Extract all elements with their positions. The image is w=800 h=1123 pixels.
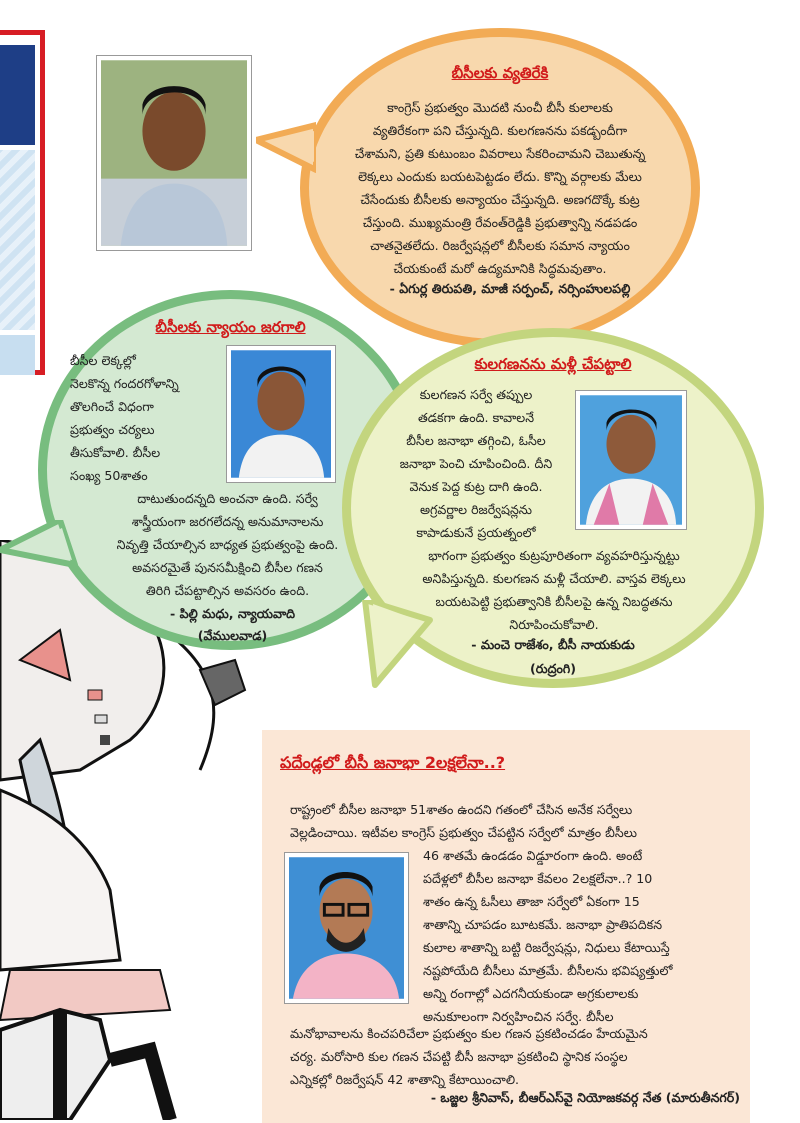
text-line: 46 శాతమే ఉండడం విడ్డూరంగా ఉంది. అంటే: [423, 848, 643, 863]
text-line: ఎన్నికల్లో రిజర్వేషన్ 42 శాతాన్ని కేటాయించాలి.: [290, 1072, 520, 1087]
bubble-1-tail: [256, 120, 316, 180]
text-line: అనుకూలంగా నిర్వహించిన సర్వే. బీసీల: [423, 1009, 614, 1024]
text-line: శాతాన్ని చూపడం బూటకమే. జనాభా ప్రాతిపదికన: [423, 917, 663, 932]
text-line: వ్యతిరేకంగా పని చేస్తున్నది. కులగణనను పకడ్బందీగా: [372, 123, 628, 138]
text-line: కులాల శాతాన్ని బట్టి రిజర్వేషన్లు, నిధులు కేటాయిస్తే: [423, 940, 670, 955]
text-line: చేసేందుకు బీసీలకు అన్యాయం చేస్తున్నది. అణగదొక్కే కుట్ర: [360, 192, 640, 207]
person-photo-icon: [231, 350, 331, 478]
person-photo-icon: [289, 857, 404, 999]
text-line: చేయకుంటే మరో ఉద్యమానికి సిద్ధమవుతాం.: [393, 261, 607, 276]
text-line: పదేళ్లలో బీసీల జనాభా కేవలం 2లక్షలేనా..? 10: [423, 871, 653, 886]
text-line: అగ్రవర్ణాల రిజర్వేషన్లను: [419, 502, 533, 517]
text-line: అన్ని రంగాల్లో ఎదగనీయకుండా అగ్రకులాలకు: [423, 986, 639, 1001]
text-line: నివృత్తి చేయాల్సిన బాధ్యత ప్రభుత్వంపై ఉంది.: [116, 537, 339, 552]
article-2-signature: - పిల్లి మధు, న్యాయవాది (వేములవాడ): [169, 606, 296, 643]
article-3-signature: - మంచె రాజేశం, బీసీ నాయకుడు (రుద్రంగి): [471, 637, 635, 676]
text-line: కులగణన సర్వే తప్పుల: [419, 387, 533, 402]
article-1-title: బీసీలకు వ్యతిరేకి: [451, 64, 549, 82]
text-line: కాపాడుకునే ప్రయత్నంలో: [416, 525, 536, 540]
text-line: లెక్కలు ఎందుకు బయటపెట్టడం లేదు. కొన్ని వర్గాలకు మేలు: [358, 169, 642, 184]
article-4-signature: - ఒజ్జల శ్రీనివాస్, బీఆర్ఎస్‌వై నియోజకవర్గ నేత (మారుతీనగర్): [430, 1090, 740, 1105]
text-line: కాంగ్రెస్ ప్రభుత్వం మొదటి నుంచీ బీసీ కులాలకు: [387, 100, 613, 115]
text-line: దాటుతుందన్నది అంచనా ఉంది. సర్వే: [137, 491, 318, 506]
article-4-body-bottom: [290, 1022, 745, 1091]
text-line: నష్టపోయేది బీసీలు మాత్రమే. బీసీలను భవిష్యత్తులో: [423, 963, 673, 978]
article-2-body-left: [70, 349, 220, 487]
text-line: శాస్త్రీయంగా జరగలేదన్న అనుమానాలను: [131, 514, 324, 529]
text-line: చర్య. మరోసారి కుల గణన చేపట్టి బీసీ జనాభా ప్రకటించి స్థానిక సంస్థల: [290, 1049, 628, 1064]
text-line: మనోభావాలను కించపరిచేలా ప్రభుత్వం కుల గణన ప్రకటించడం హేయమైన: [290, 1026, 648, 1041]
photo-srinivas: [284, 852, 409, 1004]
text-line: తొలగించే విధంగా: [70, 399, 154, 414]
person-photo-icon: [580, 395, 682, 525]
photo-madhu: [226, 345, 336, 483]
text-line: ప్రభుత్వం చర్యలు: [70, 422, 155, 437]
text-line: అనిపిస్తున్నది. కులగణన మళ్లీ చేయాలి. వాస్తవ లెక్కలు: [422, 571, 686, 586]
article-3-body: [360, 544, 748, 636]
text-line: నిరూపించుకోవాలి.: [509, 617, 599, 632]
text-line: చాతనైతలేదు. రిజర్వేషన్లలో బీసీలకు సమాన న్యాయం: [370, 238, 630, 253]
text-line: చేశామని, ప్రతి కుటుంబం వివరాలు సేకరించామని చెబుతున్న: [354, 146, 646, 161]
text-line: అవసరమైతే పునసమీక్షించి బీసీల గణన: [132, 560, 323, 575]
text-line: బీసీల లెక్కల్లో: [70, 353, 136, 368]
text-line: భాగంగా ప్రభుత్వం కుట్రపూరితంగా వ్యవహరిస్తున్నట్టు: [428, 548, 680, 563]
text-line: రాష్ట్రంలో బీసీల జనాభా 51శాతం ఉందని గతంలో చేసిన అనేక సర్వేలు: [290, 802, 633, 817]
photo-tirupathi: [96, 55, 252, 251]
person-photo-icon: [101, 60, 247, 246]
text-line: చేస్తుంది. ముఖ్యమంత్రి రేవంత్‌రెడ్డికి ప్రభుత్వాన్ని నడపడం: [362, 215, 638, 230]
article-2-title: బీసీలకు న్యాయం జరగాలి: [155, 318, 306, 336]
photo-rajesham: [575, 390, 687, 530]
text-line: తీసుకోవాలి. బీసీల: [70, 445, 161, 460]
text-line: బీసీల జనాభా తగ్గించి, ఓసీల: [406, 433, 546, 448]
text-line: జనాభా పెంచి చూపించింది. దీని: [399, 456, 553, 471]
text-line: తడకగా ఉంది. కావాలనే: [417, 410, 535, 425]
article-3-title: కులగణనను మళ్లీ చేపట్టాలి: [474, 355, 632, 373]
text-line: వెనుక పెద్ద కుట్ర దాగి ఉంది.: [409, 479, 543, 494]
article-3-body-left: [382, 383, 570, 544]
text-line: నెలకొన్న గందరగోళాన్ని: [70, 376, 179, 391]
text-line: తిరిగి చేపట్టాల్సిన అవసరం ఉంది.: [145, 583, 310, 598]
article-1-body: [310, 96, 690, 280]
article-4-title: పదేండ్లలో బీసీ జనాభా 2లక్షలేనా..?: [280, 753, 506, 772]
article-4-body-top: [290, 798, 745, 844]
text-line: వెల్లడించాయి. ఇటీవల కాంగ్రెస్ ప్రభుత్వం చేపట్టిన సర్వేలో మాత్రం బీసీలు: [290, 825, 638, 840]
article-4-body-right: [423, 844, 748, 1028]
text-line: సంఖ్య 50శాతం: [70, 468, 148, 483]
text-line: శాతం ఉన్న ఓసీలు తాజా సర్వేలో ఏకంగా 15: [423, 894, 640, 909]
text-line: బయటపెట్టి ప్రభుత్వానికి బీసీలపై ఉన్న నిబద్ధతను: [435, 594, 673, 609]
article-1-signature: - ఏగుర్ల తిరుపతి, మాజీ సర్పంచ్, నర్సింహులపల్లి: [389, 281, 631, 296]
